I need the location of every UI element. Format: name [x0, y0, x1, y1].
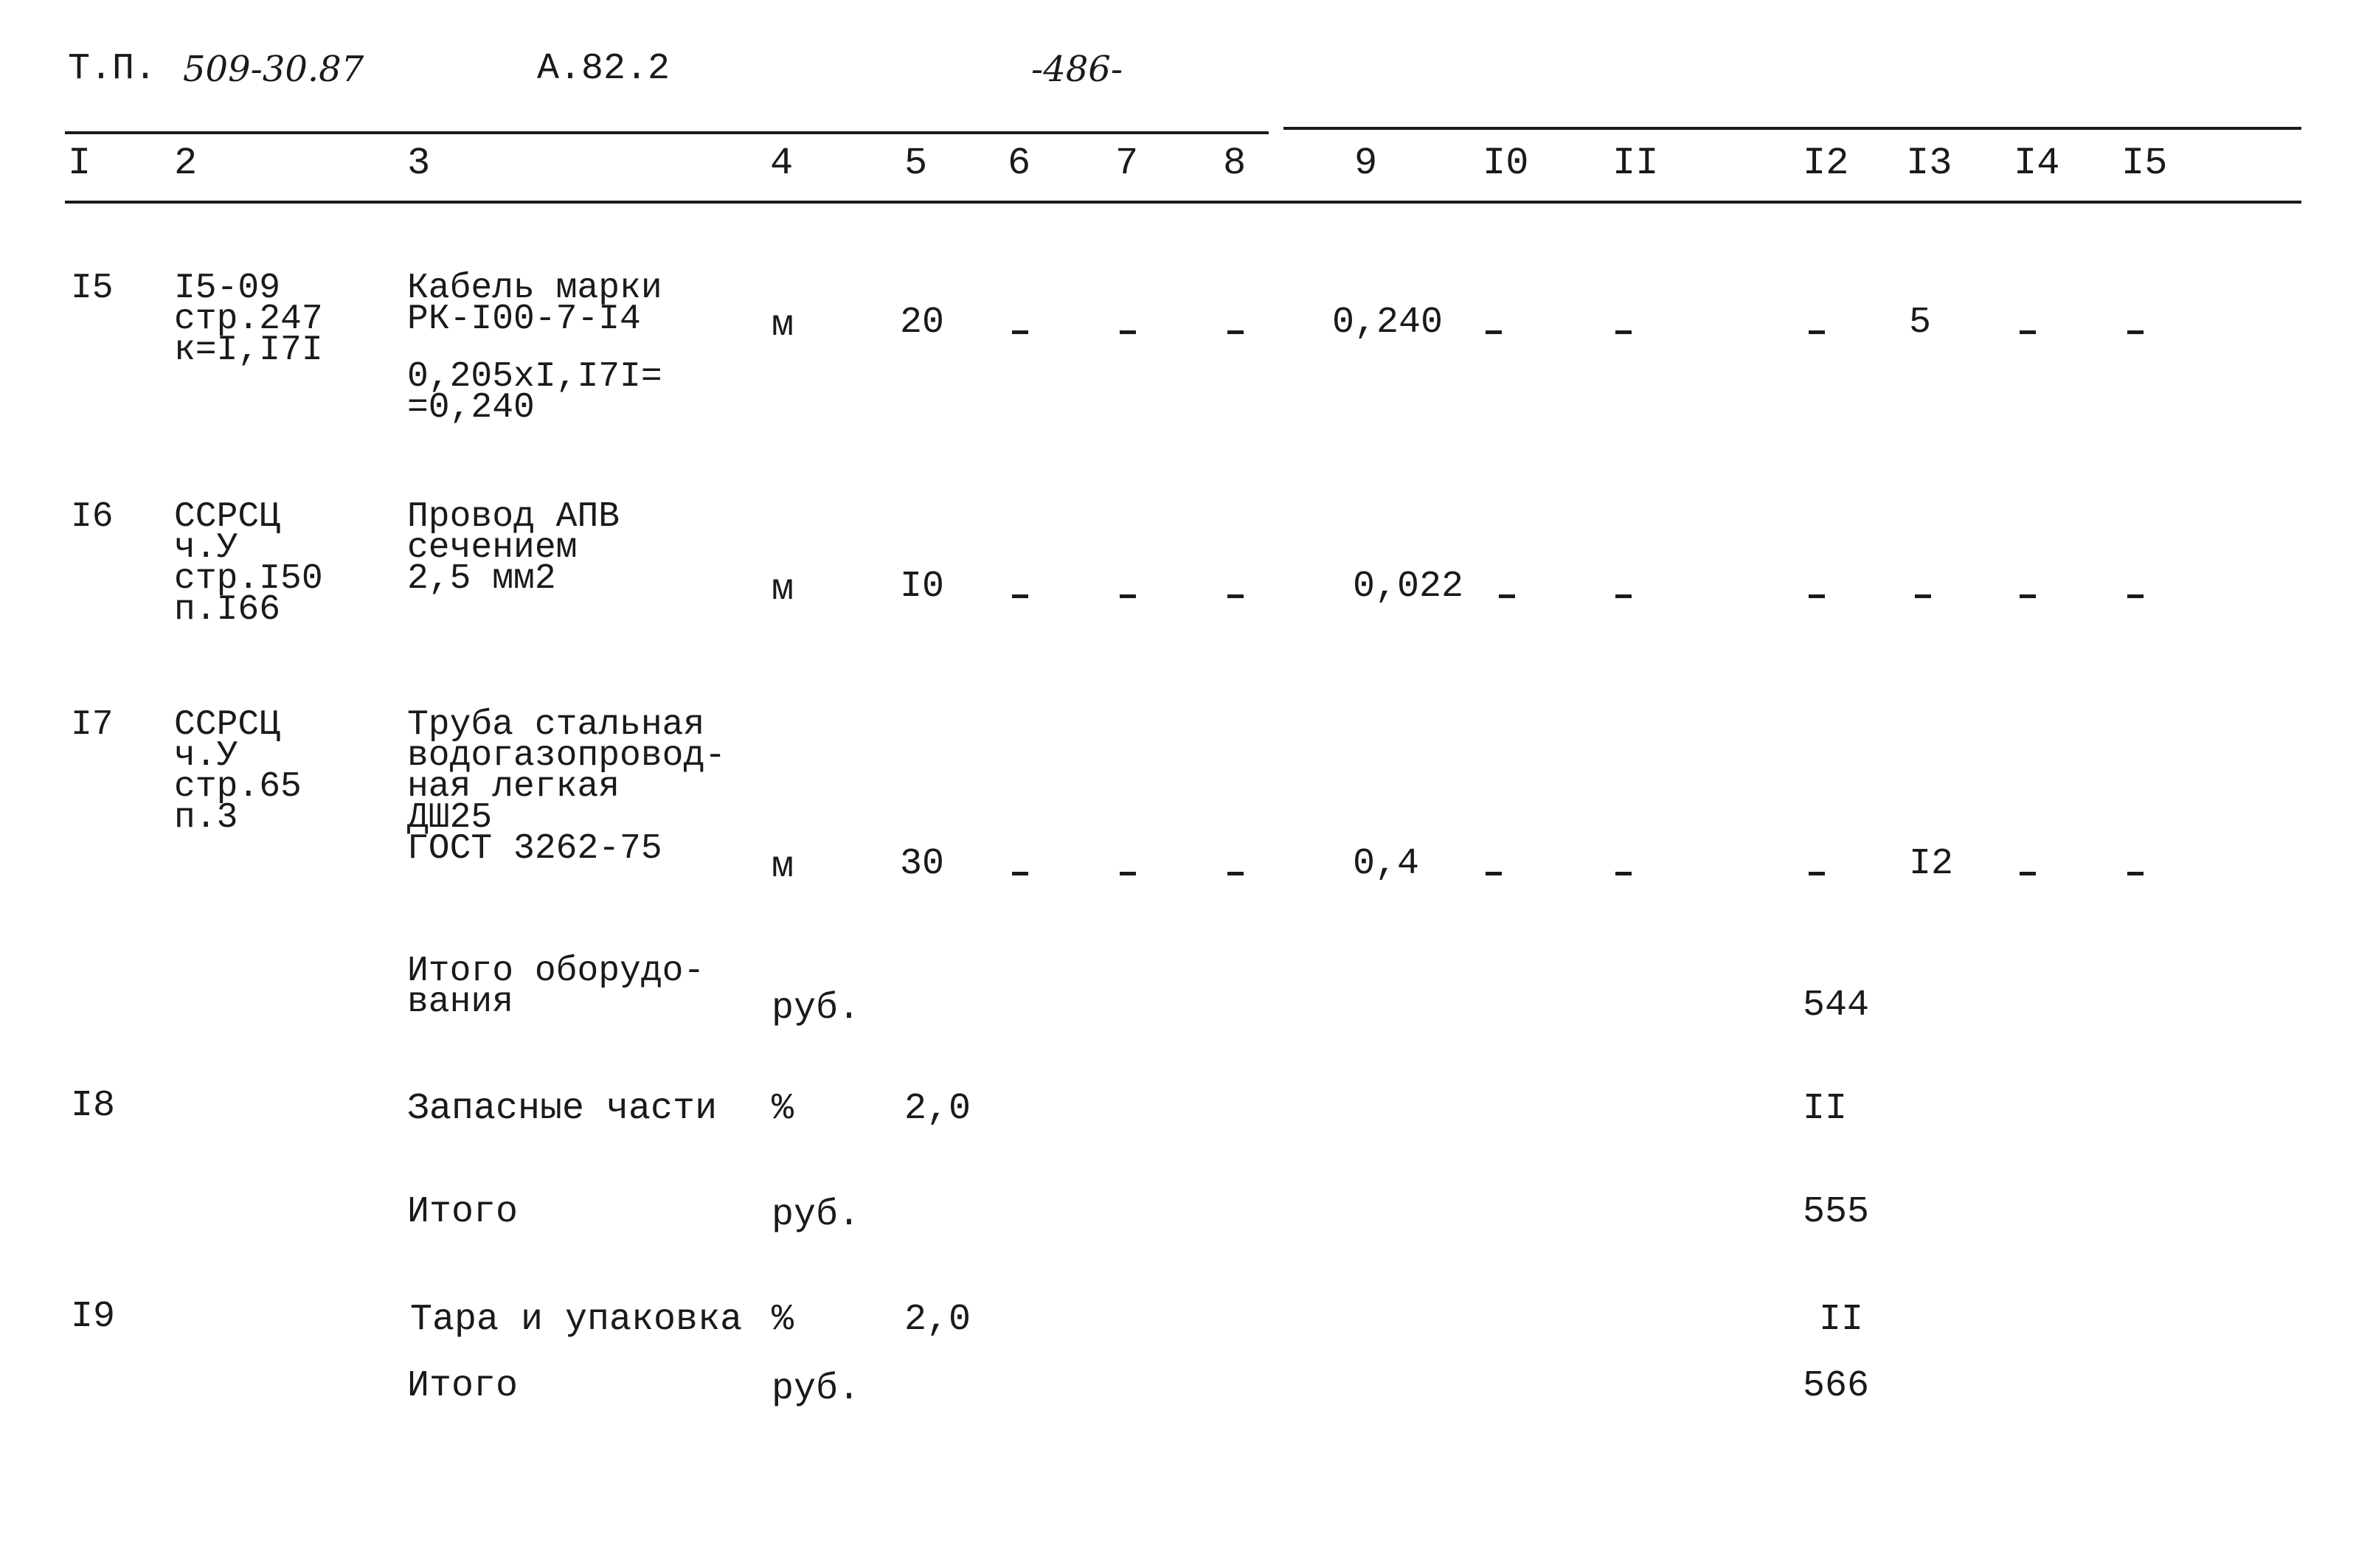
- row-16-col13-dash: [1915, 594, 1931, 598]
- row-16-col14-dash: [2020, 594, 2036, 598]
- row-16-col8-dash: [1227, 594, 1244, 598]
- col-header-11: II: [1612, 142, 1659, 185]
- row-17-col13: I2: [1909, 843, 1954, 885]
- row-16-col6-dash: [1012, 594, 1028, 598]
- summary-packaging-unit: %: [772, 1299, 794, 1341]
- summary-equipment-total-value: 544: [1803, 985, 1870, 1027]
- col-header-4: 4: [770, 142, 794, 185]
- row-17-col10-dash: [1486, 872, 1502, 875]
- album-label: А.82.2: [537, 48, 670, 90]
- row-17-col15-dash: [2127, 872, 2144, 875]
- row-17-unit: м: [772, 846, 794, 888]
- col-header-3: 3: [407, 142, 431, 185]
- row-16-name: Провод АПВ сечением 2,5 мм2: [407, 497, 620, 599]
- row-16-col10-dash: [1499, 594, 1515, 598]
- row-17-number: I7: [71, 705, 114, 745]
- summary-equipment-total-label: Итого оборудо- вания: [407, 951, 705, 1022]
- summary-spare-parts-number: I8: [71, 1085, 116, 1127]
- row-17-code: ССРСЦ ч.У стр.65 п.3: [174, 705, 302, 838]
- summary-packaging-label: Тара и упаковка: [410, 1299, 743, 1341]
- header-rule-top-right: [1283, 127, 2301, 130]
- row-15-col7-dash: [1120, 330, 1136, 334]
- col-header-7: 7: [1115, 142, 1139, 185]
- summary-spare-parts-value: II: [1803, 1088, 1848, 1130]
- header-rule-top-left: [65, 131, 1269, 134]
- summary-subtotal-unit: руб.: [772, 1194, 861, 1236]
- col-header-15: I5: [2121, 142, 2168, 185]
- col-header-8: 8: [1223, 142, 1247, 185]
- summary-packaging-percent: 2,0: [904, 1299, 971, 1341]
- col-header-14: I4: [2014, 142, 2060, 185]
- row-16-number: I6: [71, 497, 114, 537]
- col-header-2: 2: [174, 142, 198, 185]
- row-15-col9: 0,240: [1332, 302, 1444, 344]
- row-17-col14-dash: [2020, 872, 2036, 875]
- col-header-10: I0: [1483, 142, 1529, 185]
- col-header-13: I3: [1906, 142, 1952, 185]
- col-header-12: I2: [1803, 142, 1849, 185]
- row-17-qty: 30: [900, 843, 945, 885]
- row-15-unit: м: [772, 305, 794, 347]
- summary-subtotal-label: Итого: [407, 1191, 519, 1233]
- row-16-qty: I0: [900, 566, 945, 608]
- row-15-col13: 5: [1909, 302, 1932, 344]
- summary-grand-total-value: 566: [1803, 1365, 1870, 1407]
- header-rule-bottom: [65, 201, 2301, 204]
- row-16-col11-dash: [1615, 594, 1632, 598]
- row-17-col12-dash: [1809, 872, 1825, 875]
- row-15-qty: 20: [900, 302, 945, 344]
- tp-number: 509-30.87: [183, 49, 364, 90]
- summary-grand-total-unit: руб.: [772, 1368, 861, 1410]
- col-header-6: 6: [1008, 142, 1031, 185]
- summary-grand-total-label: Итого: [407, 1365, 519, 1407]
- summary-spare-parts-percent: 2,0: [904, 1088, 971, 1130]
- summary-equipment-total-unit: руб.: [772, 988, 861, 1030]
- row-15-number: I5: [71, 268, 114, 308]
- row-15-col8-dash: [1227, 330, 1244, 334]
- summary-packaging-number: I9: [71, 1296, 116, 1338]
- row-16-col9: 0,022: [1353, 566, 1464, 608]
- tp-label: Т.П.: [68, 48, 157, 90]
- row-15-col11-dash: [1615, 330, 1632, 334]
- row-16-col7-dash: [1120, 594, 1136, 598]
- row-17-col6-dash: [1012, 872, 1028, 875]
- summary-spare-parts-label: Запасные части: [407, 1088, 718, 1130]
- row-17-col7-dash: [1120, 872, 1136, 875]
- col-header-1: I: [68, 142, 91, 185]
- row-15-name: Кабель марки РК-I00-7-I4: [407, 268, 662, 339]
- row-15-col14-dash: [2020, 330, 2036, 334]
- row-16-code: ССРСЦ ч.У стр.I50 п.I66: [174, 497, 323, 630]
- row-17-col8-dash: [1227, 872, 1244, 875]
- row-16-unit: м: [772, 569, 794, 611]
- summary-subtotal-value: 555: [1803, 1191, 1870, 1233]
- row-15-col6-dash: [1012, 330, 1028, 334]
- row-15-col12-dash: [1809, 330, 1825, 334]
- row-15-calc: 0,205хI,I7I= =0,240: [407, 357, 662, 428]
- summary-packaging-value: II: [1819, 1299, 1864, 1341]
- col-header-5: 5: [904, 142, 928, 185]
- row-16-col12-dash: [1809, 594, 1825, 598]
- summary-spare-parts-unit: %: [772, 1088, 794, 1130]
- row-16-col15-dash: [2127, 594, 2144, 598]
- row-15-col10-dash: [1486, 330, 1502, 334]
- row-15-col15-dash: [2127, 330, 2144, 334]
- row-17-col9: 0,4: [1353, 843, 1420, 885]
- row-15-code: I5-09 стр.247 к=I,I7I: [174, 268, 323, 370]
- col-header-9: 9: [1354, 142, 1378, 185]
- row-17-col11-dash: [1615, 872, 1632, 875]
- row-17-name: Труба стальная водогазопровод- ная легкая ДШ25 ГОСТ 3262-75: [407, 705, 727, 869]
- page-number: -486-: [1031, 49, 1123, 90]
